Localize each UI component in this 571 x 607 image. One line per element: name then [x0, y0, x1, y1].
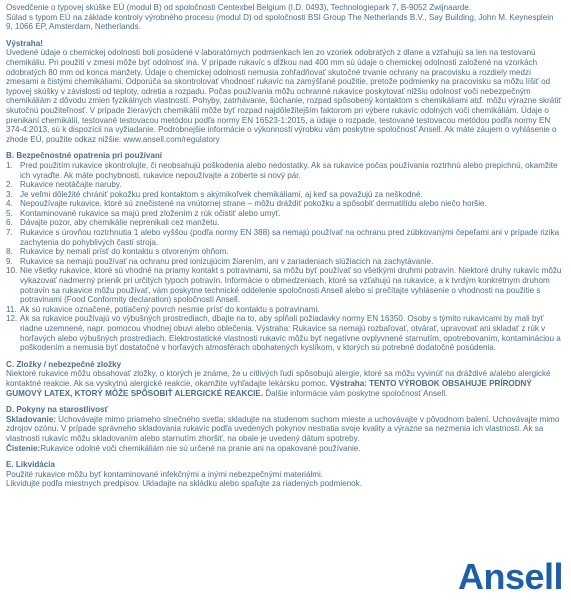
precaution-number: 6.: [6, 218, 13, 228]
precaution-item: [6, 305, 562, 315]
precaution-text: Rukavice sa nemajú používať na ochranu pred ionizujúcim žiarením, ani v zariadeniach slúžiacich na zachytávanie.: [20, 256, 434, 266]
section-c-latex-warning: Výstraha: TENTO VÝROBOK OBSAHUJE PRÍRODNÝ GUMOVÝ LATEX, KTORÝ MÔŽE SPÔSOBIŤ ALERGICKÉ REAKCIE.: [6, 378, 532, 398]
precaution-text: Ak sú rukavice označené, potiačený povrch nesmie prísť do kontaktu s potravinami.: [20, 304, 320, 314]
section-b: [6, 151, 562, 352]
precaution-item: [6, 190, 562, 200]
intro: [6, 3, 562, 32]
precaution-item: [6, 314, 562, 352]
precaution-item: [6, 199, 562, 209]
section-d-heading: D. Pokyny na starostlivosť: [6, 405, 109, 415]
precaution-text: Rukavice by nemali prísť do kontaktu s otvoreným ohňom.: [20, 247, 229, 257]
warning-heading: Výstraha!: [6, 38, 43, 48]
precaution-number: 4.: [6, 199, 13, 209]
precaution-text: Je veľmi dôležité chrániť pokožku pred kontaktom s akýmikoľvek chemikáliami, aj keď sa považujú za neškodné.: [20, 189, 423, 199]
precaution-number: 2.: [6, 180, 13, 190]
precaution-text: Ak sa rukavice používajú vo výbušných prostrediach, dbajte na to, aby spĺňali požiadavky normy EN 16350. Osoby s týmito rukavicami by mali byť riadne uzemnené, napr. pomocou vhodnej obuvi alebo oblečenia. Výstraha: Rukavice sa nemajú rozbaľovať, otvárať, upravovať ani skladať z rúk v horľavých alebo výbušných prostrediach. Elektrostatické vlastnosti rukavíc môžu byť negatívne ovplyvnené starnutím, opotrebovaním, kontamináciou a poškodením a nemusia byť dostatočné v horľavých atmosférach obohatených kyslíkom, v ktorých sú potrebné dodatočné posúdenia.: [20, 314, 561, 353]
precaution-number: 8.: [6, 247, 13, 257]
precaution-item: [6, 161, 562, 180]
cleaning-text: Rukavice odolné voči chemikáliám nie sú určené na pranie ani na opakované používanie.: [40, 443, 361, 453]
section-c: [6, 360, 562, 398]
precaution-text: Rukavice s úrovňou roztrhnutia 1 alebo vyššou (podľa normy EN 388) sa nemajú používať na ochranu pred zúbkovanými čepeľami ani v prípade rizika zachytenia do pohyblivých častí stroja.: [20, 228, 560, 247]
cleaning-label: Čistenie:: [6, 443, 41, 453]
section-e-heading: E. Likvidácia: [6, 460, 56, 470]
section-d: [6, 405, 562, 453]
precaution-number: 10.: [6, 266, 18, 276]
intro-type-examination: Osvedčenie o typovej skúške EÚ (modul B) od spoločnosti Centexbel Belgium (I.D. 0493), Technologiepark 7, B-9052 Zwijnaarde.: [6, 3, 472, 12]
section-c-text: [6, 369, 562, 398]
precaution-text: Dávajte pozor, aby chemikálie neprenikali cez manžetu.: [20, 218, 220, 228]
section-c-text-before: Niektoré rukavice môžu obsahovať zložky, o ktorých je známe, že u citlivých ľudí spôsobujú alergie, ktoré sa môžu vyvinúť na dráždivé a/alebo alergické kontaktné reakcie. Ak sa vyskytnú alergické reakcie, okamžite vyhľadajte lekársku pomoc.: [6, 369, 551, 388]
section-c-heading: C. Zložky / nebezpečné zložky: [6, 359, 122, 369]
precaution-item: [6, 257, 562, 267]
disposal-line-2: Likvidujte podľa miestnych predpisov. Ukladajte na skládku alebo spaľujte za riadených podmienok.: [6, 479, 362, 489]
precaution-text: Nepoužívajte rukavice, ktoré sú znečistené na vnútornej strane – môžu dráždiť pokožku a spôsobiť dermatitídu alebo niečo horšie.: [20, 199, 487, 209]
precaution-text: Rukavice neotáčajte naruby.: [20, 180, 122, 190]
precaution-number: 7.: [6, 228, 13, 238]
precaution-item: [6, 247, 562, 257]
precaution-text: Kontaminované rukavice sa majú pred zložením z rúk očistiť alebo umyť.: [20, 208, 281, 218]
section-b-heading: B. Bezpečnostné opatrenia pri používaní: [6, 151, 163, 161]
precaution-number: 1.: [6, 160, 13, 170]
section-c-text-after: Ďalšie informácie vám poskytne spoločnosť Ansell.: [263, 388, 448, 398]
precaution-item: [6, 228, 562, 247]
disposal-line-1: Použité rukavice môžu byť kontaminované infekčnými a inými nebezpečnými materiálmi.: [6, 469, 324, 479]
precaution-text: Pred použitím rukavice skontrolujte, či neobsahujú poškodenia alebo nedostatky. Ak sa rukavice počas používania roztrhnú alebo prepichnú, okamžite ich vyraďte. Ak máte pochybnosti, rukavice nepoužívajte a zoberte si nový pár.: [20, 160, 558, 180]
precaution-number: 9.: [6, 256, 13, 266]
storage-text: Uchovávajte mimo priameho slnečného svetla; skladujte na studenom suchom mieste a uchovávajte v pôvodnom balení. Uchovávajte mimo zdrojov ozónu. V prípade správneho skladovania rukavíc podľa uvedených pokynov nestratia svoje kvality a výrazne sa nezmenia ich vlastnosti. Ak sa vlastnosti rukavíc môžu skladovaním alebo starnutím zhoršiť, na obale je uvedený dátum spotreby.: [6, 414, 560, 443]
precaution-number: 3.: [6, 189, 13, 199]
precaution-item: [6, 266, 562, 304]
precautions-list: [6, 161, 562, 353]
ansell-logo: Ansell: [457, 556, 563, 597]
precaution-item: [6, 209, 562, 219]
precaution-number: 12.: [6, 314, 18, 324]
storage-label: Skladovanie:: [6, 414, 56, 424]
precaution-item: [6, 180, 562, 190]
warning-section: [6, 39, 562, 145]
storage-paragraph: [6, 415, 562, 444]
warning-text: Uvedené údaje o chemickej odolnosti boli posúdené v laboratórnych podmienkach len zo vzoriek odobratých z dlane a vzťahujú sa len na testovanú chemikáliu. Pri použití v zmesi môže byť odolnosť iná. V prípade rukavíc s dĺžkou nad 400 mm sú údaje o chemickej odolnosti založené na vzorkách odobratých 80 mm od konca manžety. Údaje o chemickej odolnosti nemusia zohľadňovať skutočné trvanie ochrany na pracovisku a rozdiely medzi zmesami a čistými chemikáliami. Odporúča sa skontrolovať vhodnosť rukavíc na zamýšľané použitie, pretože podmienky na pracovisku sa môžu líšiť od typovej skúšky v závislosti od teploty, odretia a rozpadu. Počas používania môžu ochranné rukavice poskytovať nižšiu odolnosť voči nebezpečným chemikáliám z dôvodu zmien fyzikálnych vlastností. Pohyby, zatrhávanie, šúchanie, rozpad spôsobený kontaktom s chemikáliami atď. môžu výrazne skrátiť skutočnú použiteľnosť. V prípade žieravých chemikálií môže byť rozpad najdôležitejším faktorom pri výbere rukavíc odolných voči chemikáliám. Údaje o prenikaní chemikálií, testované testovacou metódou podľa normy EN 16523-1:2015, a údaje o rozpade, testované testovacou metódou podľa normy EN 374-4:2013, sú k dispozícii na vyžiadanie. Podrobnejšie informácie o výkonnosti výrobku vám poskytne spoločnosť Ansell. Ak máte záujem o vyhlásenie o zhode EÚ, použite odkaz nižšie: www.ansell.com/regulatory: [6, 48, 562, 144]
precaution-number: 11.: [6, 304, 17, 314]
intro-conformity: Súlad s typom EÚ na základe kontroly výrobného procesu (modul D) od spoločnosti BSI Group The Netherlands B.V., Say Building, John M. Keynesplein 9, 1066 EP, Amsterdam, Netherlands.: [6, 12, 554, 32]
precaution-item: [6, 218, 562, 228]
precaution-number: 5.: [6, 208, 13, 218]
precaution-text: Nie všetky rukavice, ktoré sú vhodné na priamy kontakt s potravinami, sa môžu byť používať so všetkými druhmi potravín. Niektoré druhy rukavíc môžu vykazovať nadmerný prienik pri určitých typoch potravín. Informácie o obmedzeniach, ktoré sa vzťahujú na rukavice, a k tvrdým konkrétnym druhom potravín sa rukavice môžu používať, vám poskytne technické oddelenie spoločnosti Ansell alebo si prečítajte vyhlásenie o vhodnosti na použitie s potravinami (Food Conformity declaration) spoločnosti Ansell.: [20, 266, 562, 305]
section-e: [6, 460, 562, 489]
document-page: [6, 3, 562, 489]
cleaning-paragraph: [6, 444, 562, 454]
